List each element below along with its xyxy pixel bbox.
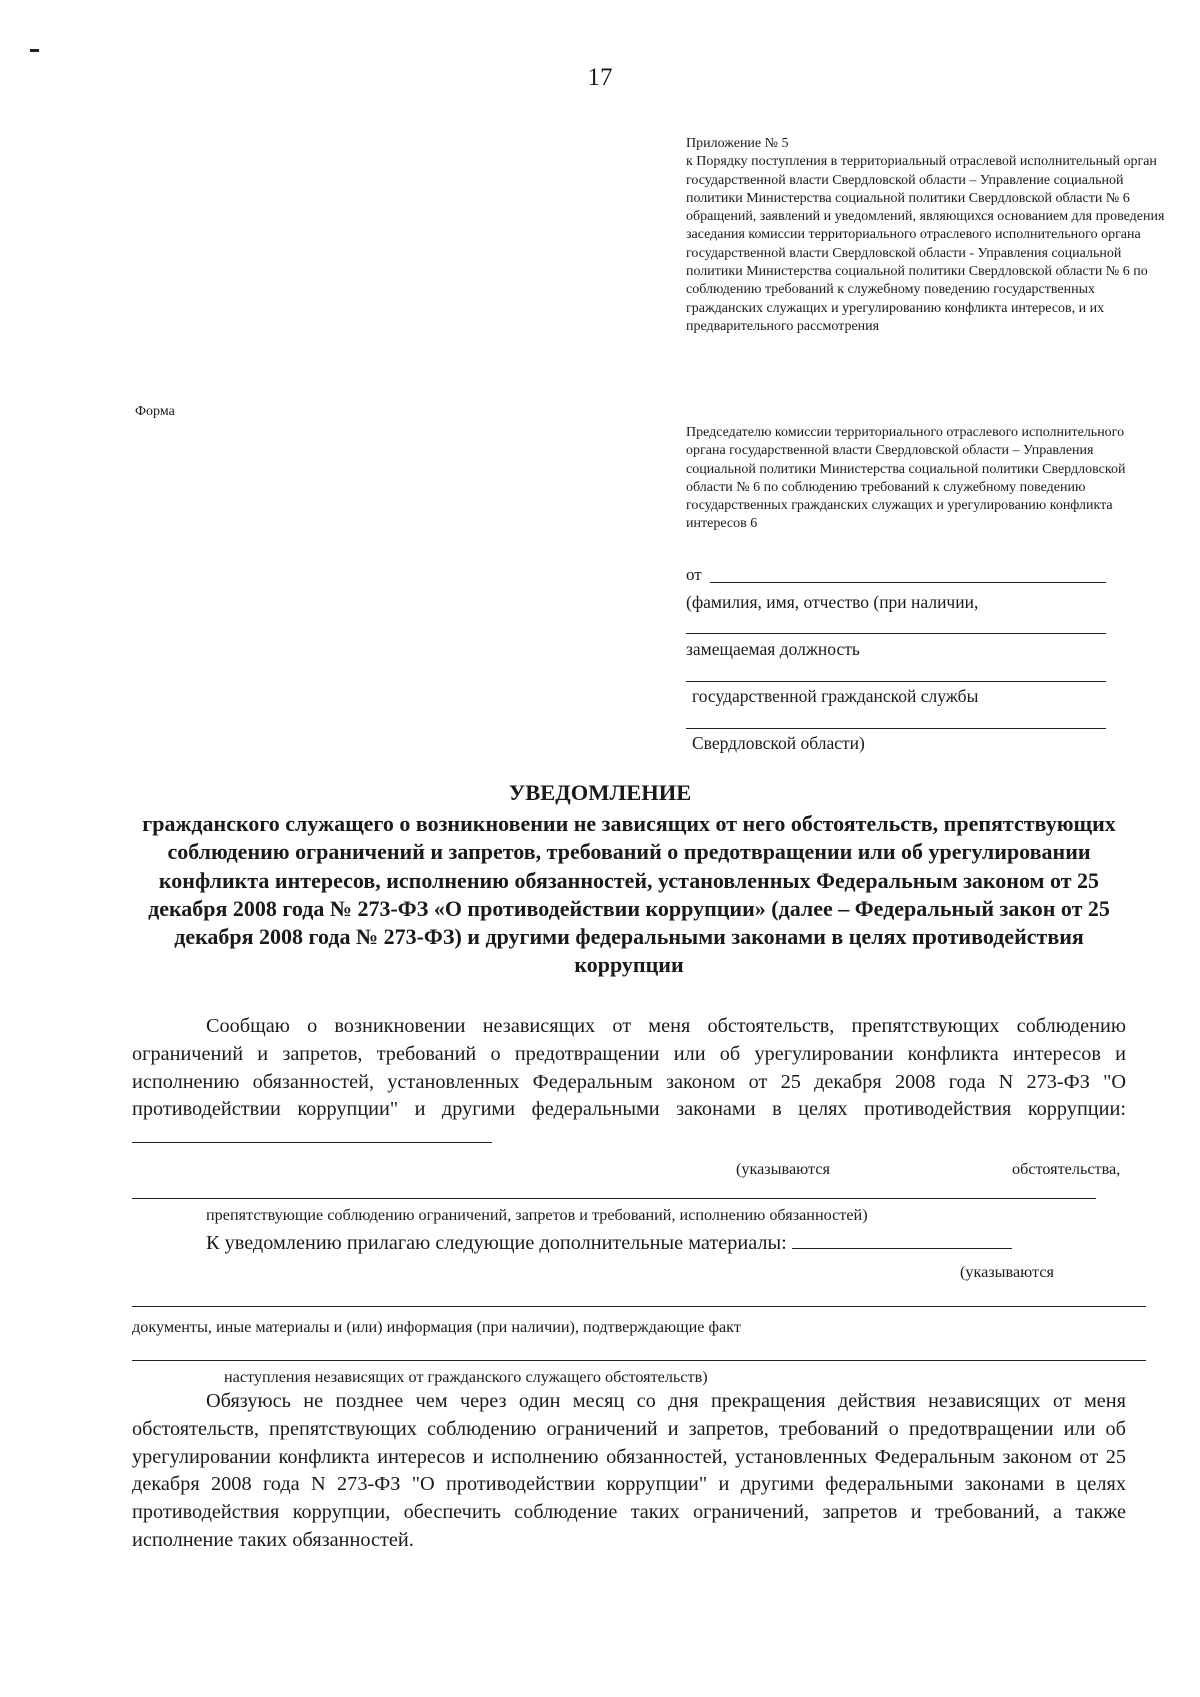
from-field [686,565,1106,587]
circumstances-blank [132,1142,492,1143]
hint-circumstances: (указываются [736,1160,830,1178]
from-line [710,582,1106,583]
service-hint: государственной гражданской службы [692,686,979,706]
materials-line [132,1306,1146,1307]
circumstances-line [132,1198,1096,1199]
position-line [686,681,1106,682]
from-label: от [686,565,702,584]
position-hint: замещаемая должность [686,639,860,659]
attach-blank [792,1248,1012,1249]
hint-materials-3: наступления независящих от гражданского служащего обстоятельств) [224,1368,708,1386]
paragraph-notify-text: Сообщаю о возникновении независящих от меня обстоятельств, препятствующих соблюдению ограничений и запретов, требований о предотвращении или об урегулировании конфликта интересов и исполнению обязанностей, установленных Федеральным законом от 25 декабря 2008 года N 273-ФЗ "О противодействии коррупции" и другими федеральными законами в целях противодействия коррупции: [132,1015,1126,1121]
doc-title: УВЕДОМЛЕНИЕ [508,780,692,805]
appendix-text: к Порядку поступления в территориальный отраслевой исполнительный орган государственной власти Свердловской области – Управление социальной политики Министерства социальной политики Свердловской области № 6 обращений, заявлений и уведомлений, являющихся основанием для проведения заседания комиссии территориального отраслевого исполнительного органа государственной власти Свердловской области - Управления социальной политики Министерства социальной политики Свердловской области № 6 по соблюдению требований к служебному поведению государственных гражданских служащих и урегулированию конфликта интересов, и их предварительного рассмотрения [686,154,1165,334]
region-hint: Свердловской области) [692,733,865,753]
appendix-title: Приложение № 5 [686,136,789,151]
addressee-block: Председателю комиссии территориального отраслевого исполнительного органа государственной власти Свердловской области – Управления социальной политики Министерства социальной политики Свердловской области № 6 по соблюдению требований к служебному поведению государственных гражданских служащих и урегулированию конфликта интересов 6 [686,425,1126,532]
paragraph-commit: Обязуюсь не позднее чем через один месяц со дня прекращения действия независящих от меня обстоятельств, препятствующих соблюдению ограничений и запретов, требований о предотвращении или об урегулировании конфликта интересов и исполнению обязанностей, установленных Федеральным законом от 25 декабря 2008 года N 273-ФЗ "О противодействии коррупции" и другими федеральными законами в целях противодействия коррупции, обеспечить соблюдение таких ограничений, запретов и требований, а также исполнение таких обязанностей. [132,1390,1126,1551]
scan-mark [30,49,39,52]
form-label: Форма [135,404,175,419]
doc-subtitle: гражданского служащего о возникновении не зависящих от него обстоятельств, препятствующих соблюдению ограничений и запретов, требований о предотвращении или об урегулировании конфликта интересов, исполнению обязанностей, установленных Федеральным законом от 25 декабря 2008 года № 273-ФЗ «О противодействии коррупции» (далее – Федеральный закон от 25 декабря 2008 года № 273-ФЗ) и другими федеральными законами в целях противодействия коррупции [142,811,1116,978]
hint-materials-2: документы, иные материалы и (или) информация (при наличии), подтверждающие факт [132,1318,741,1336]
fio-line [686,633,1106,634]
appendix-block [686,135,1166,336]
materials-line-2 [132,1360,1146,1361]
fio-hint: (фамилия, имя, отчество (при наличии, [686,592,979,612]
attach-line [206,1230,1012,1258]
hint-circumstances-3: препятствующие соблюдению ограничений, запретов и требований, исполнению обязанностей) [206,1206,868,1224]
attach-text: К уведомлению прилагаю следующие дополнительные материалы: [206,1232,787,1254]
hint-materials: (указываются [960,1263,1054,1281]
page-number: 17 [587,64,613,91]
service-line [686,728,1106,729]
hint-circumstances-2: обстоятельства, [1012,1160,1121,1178]
paragraph-notify [132,1013,1126,1152]
